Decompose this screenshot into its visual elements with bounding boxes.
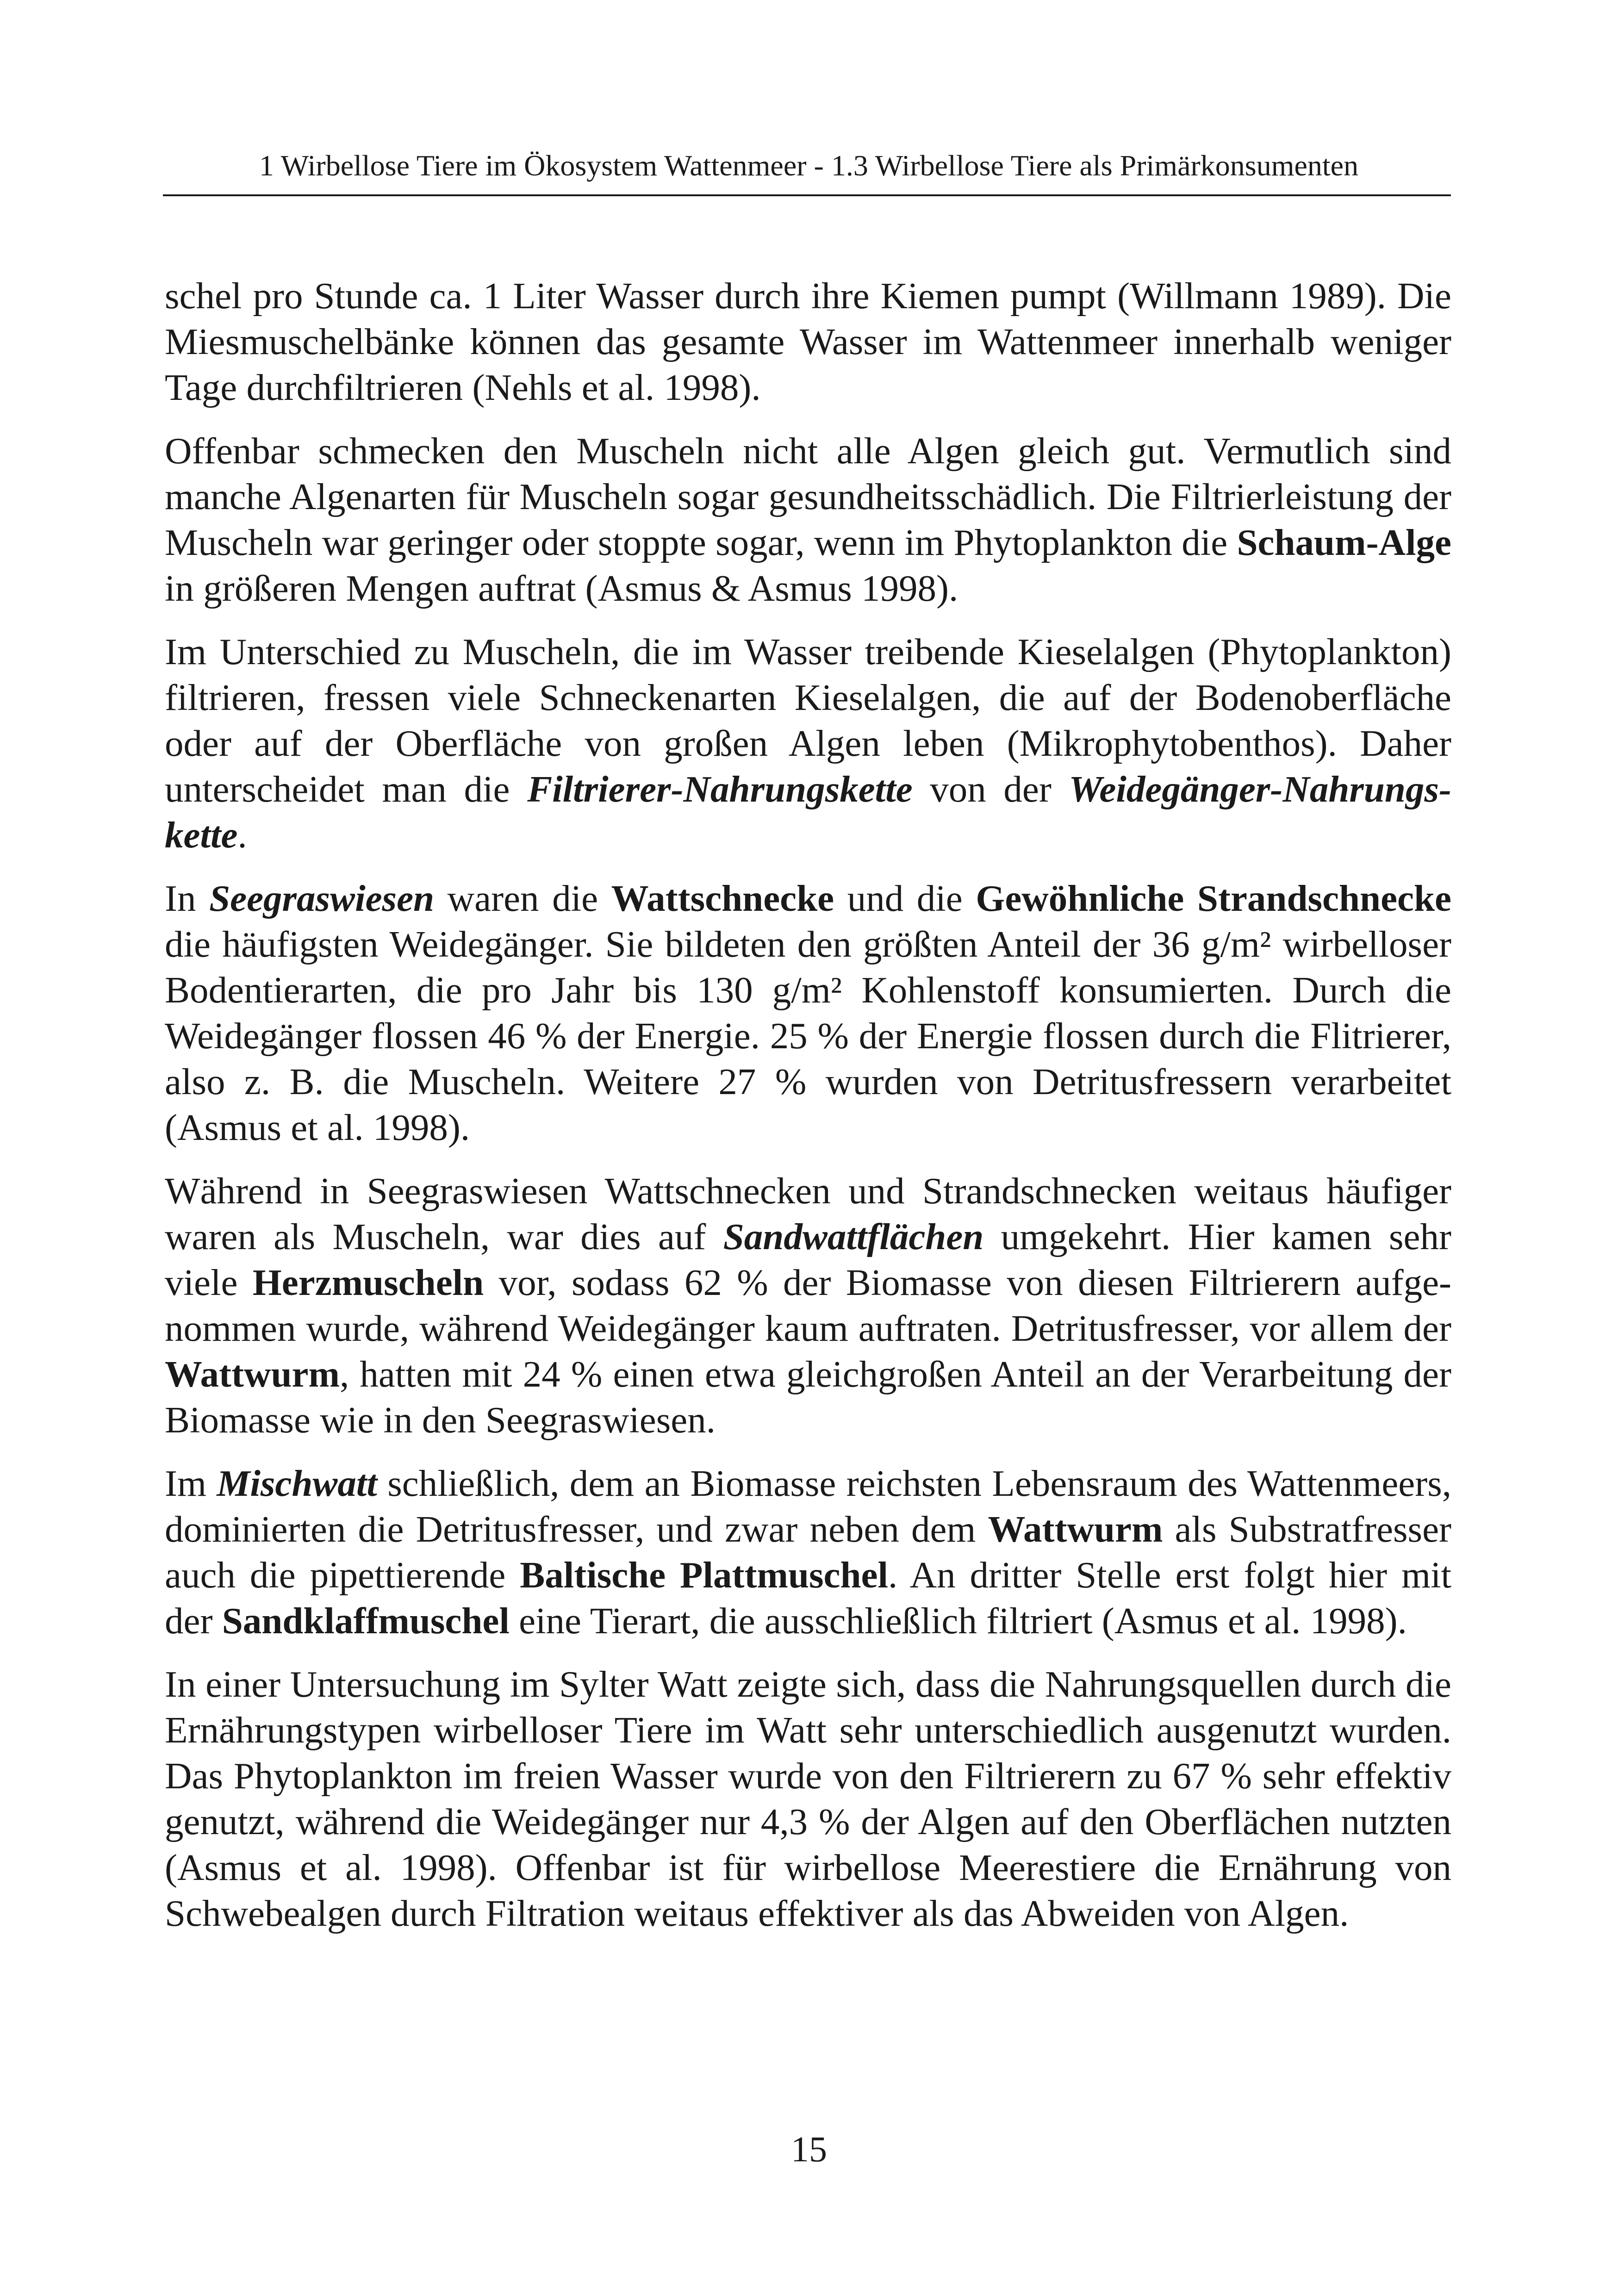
text-run: schel pro Stunde ca. 1 Liter Wasser durch ihre Kiemen pumpt (Willmann 1989). Die Miesmuschelbänke können das gesamte Wasser im Wattenmeer innerhalb weniger Tage durchfiltrieren (Nehls et al. 1998). — [165, 275, 1451, 408]
bold-term: Baltische Plattmuschel — [520, 1554, 888, 1596]
paragraph — [165, 876, 1451, 1151]
paragraph — [165, 1168, 1451, 1443]
emphasized-term: Seegraswiesen — [209, 877, 435, 919]
header-rule — [163, 194, 1451, 196]
text-run: als Substratfresser auch die pipettierende — [165, 1508, 1451, 1596]
text-run: schließlich, dem an Biomasse reichsten Lebensraum des Wattenmeers, dominierten die Detritusfresser, und zwar neben dem — [165, 1462, 1451, 1550]
body-text — [165, 273, 1451, 1954]
text-run: in größeren Mengen auftrat (Asmus & Asmus 1998). — [165, 567, 958, 609]
text-run: waren die — [434, 877, 611, 919]
paragraph — [165, 629, 1451, 858]
bold-term: Wattwurm — [165, 1353, 340, 1395]
emphasized-term: Sandwattflächen — [723, 1216, 984, 1257]
text-run: von der — [912, 768, 1069, 810]
text-run: und die — [834, 877, 976, 919]
text-run: eine Tierart, die ausschließlich filtriert (Asmus et al. 1998). — [509, 1600, 1407, 1642]
text-run: . — [237, 814, 247, 856]
emphasized-term: Weidegänger-Nahrungskette — [165, 768, 1451, 856]
paragraph — [165, 273, 1451, 411]
paragraph — [165, 1461, 1451, 1644]
running-head: 1 Wirbellose Tiere im Ökosystem Wattenmeer - 1.3 Wirbellose Tiere als Primärkonsumenten — [259, 149, 1359, 182]
bold-term: Herzmuscheln — [252, 1262, 484, 1303]
text-run: In einer Untersuchung im Sylter Watt zeigte sich, dass die Nahrungsquellen durch die Ernährungstypen wirbelloser Tiere im Watt sehr unterschiedlich ausgenutzt wurden. Das Phytoplankton im freien Wasser wurde von den Filtrierern zu 67 % sehr effektiv genutzt, während die Weidegänger nur 4,3 % der Algen auf den Oberflächen nutzten (Asmus et al. 1998). Offenbar ist für wirbellose Meerestiere die Ernährung von Schwebealgen durch Filtration weitaus effektiver als das Abweiden von Algen. — [165, 1663, 1451, 1934]
bold-term: Gewöhnliche Strandschnecke — [976, 877, 1451, 919]
paragraph — [165, 428, 1451, 611]
bold-term: Wattschnecke — [611, 877, 834, 919]
text-run: Während in Seegraswiesen Wattschnecken und Strandschnecken weitaus häufiger waren als Muscheln, war dies auf — [165, 1170, 1451, 1257]
bold-term: Sandklaffmuschel — [222, 1600, 510, 1642]
text-run: die häufigsten Weidegänger. Sie bildeten den größten Anteil der 36 g/m² wirbelloser Bodentierarten, die pro Jahr bis 130 g/m² Kohlenstoff konsumierten. Durch die Weidegänger flossen 46 % der Energie. 25 % der Energie flossen durch die Flitrierer, also z. B. die Muscheln. Weitere 27 % wurden von Detritusfressern verarbeitet (Asmus et al. 1998). — [165, 923, 1451, 1148]
paragraph — [165, 1661, 1451, 1936]
text-run: . An dritter Stelle erst folgt hier mit der — [165, 1554, 1451, 1642]
emphasized-term: Mischwatt — [217, 1462, 377, 1504]
text-run: , hatten mit 24 % einen etwa gleichgroßen Anteil an der Verarbeitung der Biomasse wie in den Seegraswiesen. — [165, 1353, 1451, 1441]
text-run: vor, sodass 62 % der Biomasse von diesen Filtrierern aufgenommen wurde, während Weidegänger kaum auftraten. Detritusfresser, vor allem der — [165, 1262, 1452, 1349]
bold-term: Wattwurm — [988, 1508, 1163, 1550]
text-run: Offenbar schmecken den Muscheln nicht alle Algen gleich gut. Vermutlich sind manche Algenarten für Muscheln sogar gesundheitsschädlich. Die Filtrierleistung der Muscheln war geringer oder stoppte sogar, wenn im Phytoplankton die — [165, 430, 1451, 563]
bold-term: Schaum-Alge — [1237, 522, 1451, 563]
emphasized-term: Filtrierer-Nahrungskette — [527, 768, 913, 810]
page-number: 15 — [791, 2129, 827, 2169]
text-run: Im Unterschied zu Muscheln, die im Wasser treibende Kieselalgen (Phytoplankton) filtrieren, fressen viele Schneckenarten Kieselalgen, die auf der Bodenoberfläche oder auf der Oberfläche von großen Algen leben (Mikrophytobenthos). Daher unterscheidet man die — [165, 631, 1451, 810]
text-run: In — [165, 877, 210, 919]
text-run: Im — [165, 1462, 217, 1504]
text-run: umgekehrt. Hier kamen sehr viele — [165, 1216, 1451, 1303]
